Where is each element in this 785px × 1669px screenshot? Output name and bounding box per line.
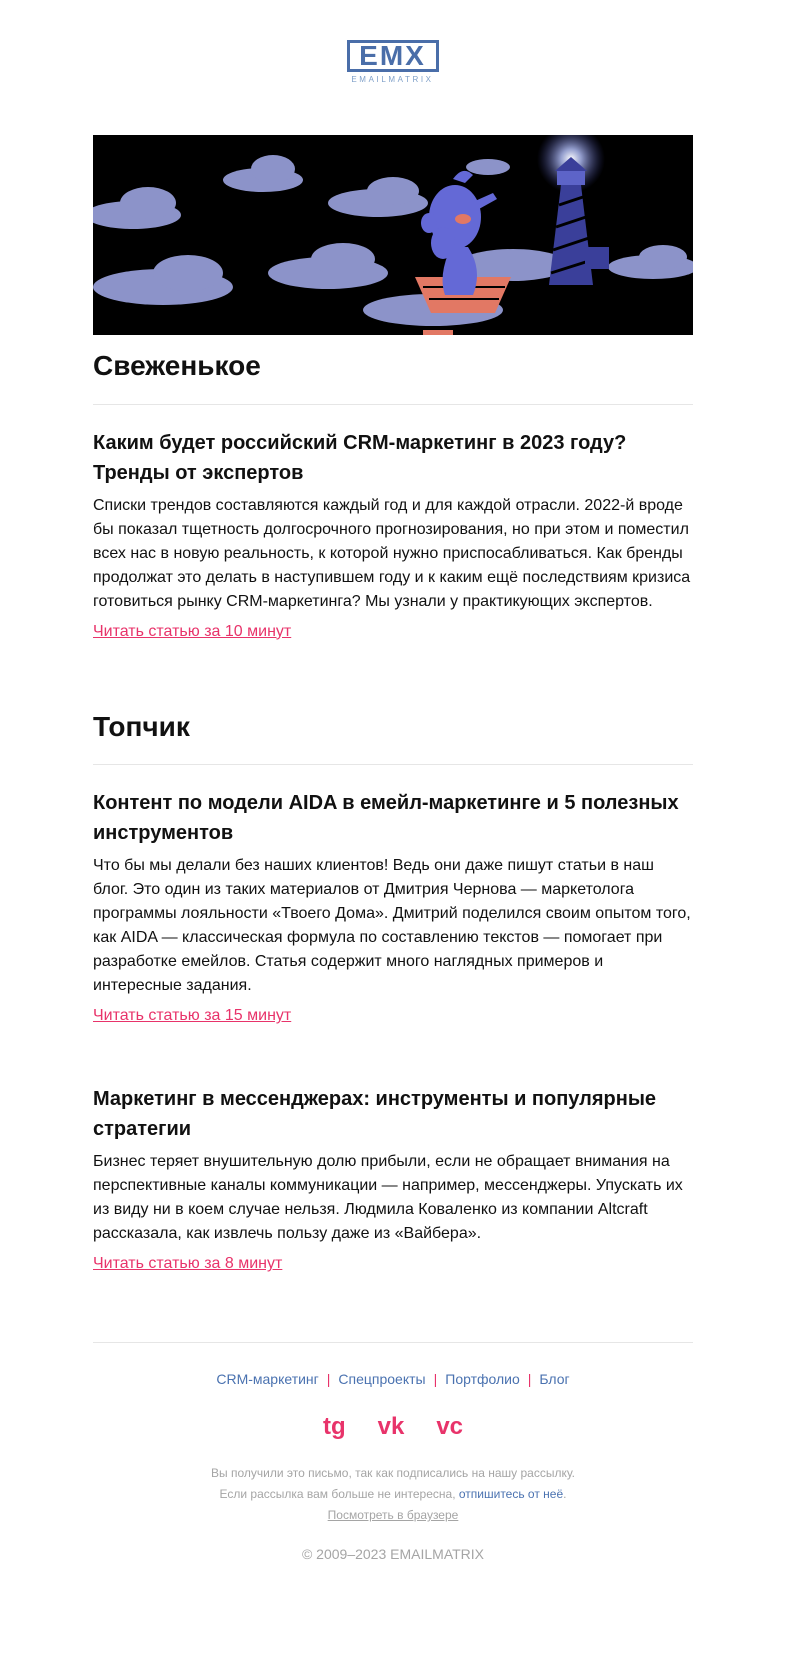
logo-subtitle: EMAILMATRIX — [351, 75, 434, 84]
notice-line-1: Вы получили это письмо, так как подписались на нашу рассылку. — [211, 1466, 575, 1481]
section-title-top: Топчик — [93, 710, 190, 742]
article-aida — [93, 788, 693, 1028]
unsubscribe-link[interactable]: отпишитесь от неё — [458, 1487, 564, 1502]
hero-illustration-svg — [93, 135, 693, 335]
article-text: Бизнес теряет внушительную долю прибыли, если не обращает внимания на перспективные каналы коммуникации — например, мессенджеры. Упускать их из виду ни в коем случае нельзя. Людмила Коваленко из компании Altcraft рассказала, как извлечь пользу даже из «Вайбера». — [93, 1153, 683, 1243]
notice-period: . — [563, 1487, 567, 1502]
article-messengers — [93, 1084, 693, 1276]
article-title: Контент по модели AIDA в емейл-маркетинге и 5 полезных инструментов — [93, 792, 679, 845]
read-article-link[interactable]: Читать статью за 8 минут — [93, 1255, 283, 1273]
copyright: © 2009–2023 EMAILMATRIX — [301, 1546, 485, 1563]
footer-separator: | — [527, 1371, 532, 1388]
article-title: Маркетинг в мессенджерах: инструменты и популярные стратегии — [93, 1088, 657, 1141]
footer-link-portfolio[interactable]: Портфолио — [445, 1371, 520, 1388]
hero-illustration — [93, 135, 693, 335]
article-text: Списки трендов составляются каждый год и для каждой отрасли. 2022-й вроде бы показал тщетность долгосрочного прогнозирования, но при этом и поместил всех нас в новую реальность, к которой нужно приспосабливаться. Как бренды продолжат это делать в наступившем году и к каким ещё последствиям кризиса готовиться рынку CRM-маркетинга? Мы узнали у практикующих экспертов. — [93, 496, 691, 610]
footer-link-crm[interactable]: CRM-маркетинг — [216, 1371, 319, 1388]
article-crm-2023 — [93, 428, 693, 644]
footer-separator: | — [326, 1371, 331, 1388]
main-content — [93, 135, 693, 1562]
section-title-fresh: Свеженькое — [93, 350, 261, 381]
read-article-link[interactable]: Читать статью за 10 минут — [93, 622, 292, 640]
article-title: Каким будет российский CRM-маркетинг в 2023 году? Тренды от экспертов — [93, 431, 627, 484]
brand-logo[interactable] — [347, 40, 439, 135]
notice-line-2 — [93, 1484, 693, 1505]
notice-text: Если рассылка вам больше не интересна, — [219, 1487, 459, 1502]
view-in-browser-link[interactable]: Посмотреть в браузере — [327, 1508, 459, 1523]
article-text: Что бы мы делали без наших клиентов! Ведь они даже пишут статьи в наш блог. Это один из таких материалов от Дмитрия Чернова — маркетолога программы лояльности «Твоего Дома». Дмитрий поделился своим опытом того, как AIDA — классическая формула по составлению текстов — помогает при разработке емейлов. Статья содержит много наглядных примеров и интересные задания. — [93, 857, 691, 995]
header — [0, 0, 785, 135]
read-article-link[interactable]: Читать статью за 15 минут — [93, 1007, 292, 1025]
social-vc-link[interactable]: vc — [436, 1413, 464, 1441]
footer-link-special[interactable]: Спецпроекты — [338, 1371, 426, 1388]
social-links — [93, 1413, 693, 1441]
footer-separator: | — [433, 1371, 438, 1388]
subscription-notice — [93, 1463, 693, 1526]
social-vk-link[interactable]: vk — [377, 1413, 405, 1441]
logo-mark: EMX — [347, 40, 439, 72]
footer-nav — [93, 1371, 693, 1387]
social-tg-link[interactable]: tg — [322, 1413, 346, 1441]
footer-link-blog[interactable]: Блог — [539, 1371, 570, 1388]
